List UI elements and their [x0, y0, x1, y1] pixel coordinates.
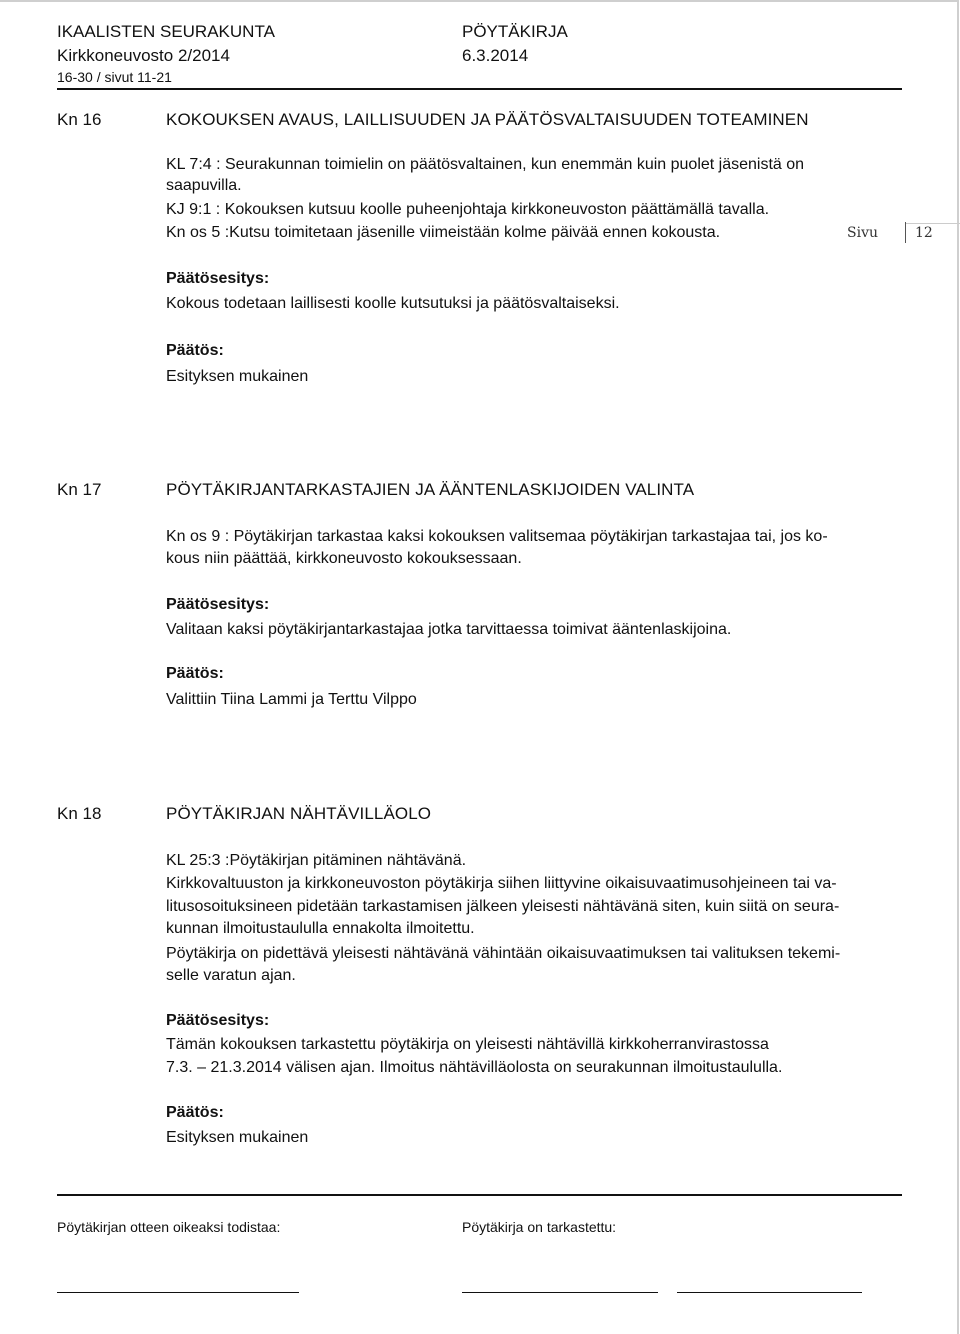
section-body-line: saapuvilla. [166, 177, 242, 194]
section-body-line: KL 7:4 : Seurakunnan toimielin on päätösvaltainen, kun enemmän kuin puolet jäsenistä on [166, 156, 805, 173]
section-body-line: Kirkkovaltuuston ja kirkkoneuvoston pöytäkirja siihen liittyvine oikaisuvaatimusohjeineen tai va- [166, 875, 837, 892]
section-number: Kn 17 [57, 480, 102, 499]
section-body-line: kunnan ilmoitustaululla ennakolta ilmoitettu. [166, 920, 475, 937]
section-body-line: KJ 9:1 : Kokouksen kutsuu koolle puheenjohtaja kirkkoneuvoston päättämällä tavalla. [166, 201, 770, 218]
meeting-date: 6.3.2014 [462, 46, 529, 65]
section-number: Kn 18 [57, 804, 102, 823]
section-body-line: Kn os 9 : Pöytäkirjan tarkastaa kaksi kokouksen valitsemaa pöytäkirjan tarkastajaa tai, jos ko- [166, 528, 828, 545]
proposal-label: Päätösesitys: [166, 270, 270, 287]
header-divider [57, 88, 902, 90]
section-number: Kn 16 [57, 110, 102, 129]
signature-line-middle [462, 1292, 658, 1293]
section-body-line: KL 25:3 :Pöytäkirjan pitäminen nähtävänä. [166, 852, 467, 869]
section-body-line: kous niin päättää, kirkkoneuvosto kokouksessaan. [166, 550, 522, 567]
decision-text: Valittiin Tiina Lammi ja Terttu Vilppo [166, 691, 417, 708]
signature-line-right [677, 1292, 862, 1293]
section-title: KOKOUKSEN AVAUS, LAILLISUUDEN JA PÄÄTÖSVALTAISUUDEN TOTEAMINEN [166, 110, 809, 129]
decision-label: Päätös: [166, 342, 224, 359]
org-name: IKAALISTEN SEURAKUNTA [57, 22, 275, 41]
section-body-line: Pöytäkirja on pidettävä yleisesti nähtävänä vähintään oikaisuvaatimuksen tai valituksen tekemi- [166, 945, 841, 962]
proposal-label: Päätösesitys: [166, 596, 270, 613]
doc-type: PÖYTÄKIRJA [462, 22, 568, 41]
page-frame-top [0, 0, 958, 2]
section-title: PÖYTÄKIRJANTARKASTAJIEN JA ÄÄNTENLASKIJOIDEN VALINTA [166, 480, 695, 499]
minutes-checked-label: Pöytäkirja on tarkastettu: [462, 1219, 617, 1235]
page-marker-rule [906, 223, 960, 224]
section-body-line: selle varatun ajan. [166, 967, 296, 984]
footer-divider [57, 1194, 902, 1196]
time-pages: 16-30 / sivut 11-21 [57, 69, 172, 85]
proposal-text: Kokous todetaan laillisesti koolle kutsutuksi ja päätösvaltaiseksi. [166, 295, 620, 312]
proposal-text: Tämän kokouksen tarkastettu pöytäkirja on yleisesti nähtävillä kirkkoherranvirastossa [166, 1036, 769, 1053]
proposal-text: Valitaan kaksi pöytäkirjantarkastajaa jotka tarvittaessa toimivat ääntenlaskijoina. [166, 621, 732, 638]
proposal-text: 7.3. – 21.3.2014 välisen ajan. Ilmoitus nähtävilläolosta on seurakunnan ilmoitustaululla. [166, 1059, 783, 1076]
proposal-label: Päätösesitys: [166, 1012, 270, 1029]
meeting-name: Kirkkoneuvosto 2/2014 [57, 46, 230, 65]
signature-line-left [57, 1292, 299, 1293]
page-marker-number: 12 [915, 225, 933, 241]
section-body-line: Kn os 5 :Kutsu toimitetaan jäsenille viimeistään kolme päivää ennen kokousta. [166, 224, 721, 241]
page-marker-label: Sivu [847, 225, 878, 241]
decision-text: Esityksen mukainen [166, 1129, 309, 1146]
decision-label: Päätös: [166, 665, 224, 682]
page-frame-right [957, 0, 959, 1334]
section-title: PÖYTÄKIRJAN NÄHTÄVILLÄOLO [166, 804, 432, 823]
section-body-line: litusosoituksineen pidetään tarkastamisen jälkeen yleisesti nähtävänä siten, kuin siitä on seura- [166, 898, 840, 915]
extract-certified-label: Pöytäkirjan otteen oikeaksi todistaa: [57, 1219, 281, 1235]
decision-text: Esityksen mukainen [166, 368, 309, 385]
decision-label: Päätös: [166, 1104, 224, 1121]
page-marker-bar [905, 222, 906, 243]
